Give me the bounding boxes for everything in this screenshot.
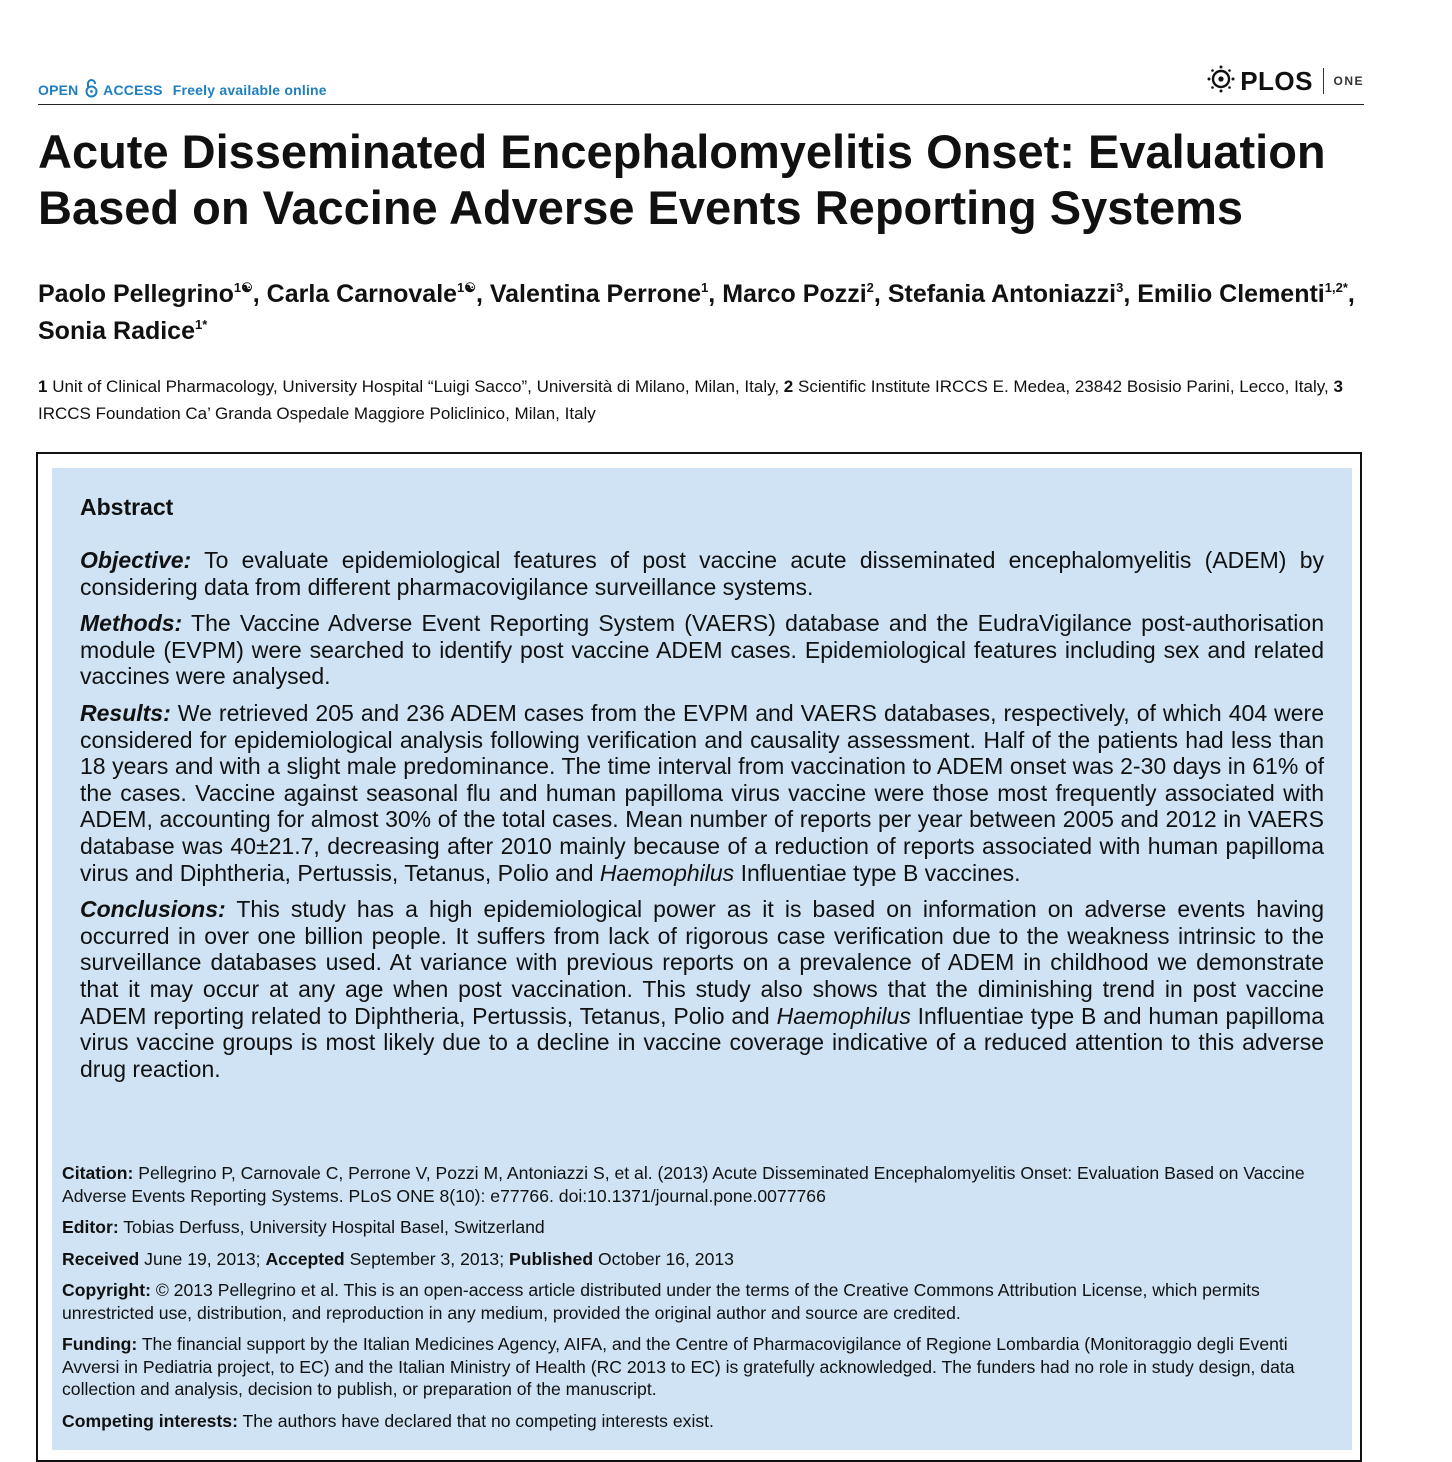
citation bbox=[62, 1162, 1338, 1207]
affiliation-text: Unit of Clinical Pharmacology, University Hospital “Luigi Sacco”, Università di Milano, Milan, Italy, bbox=[52, 377, 780, 396]
open-access-banner bbox=[38, 78, 327, 101]
conclusions-text: This study has a high epidemiological power as it is based on information on adverse events having occurred in over one billion people. It suffers from lack of rigorous case verification due to the weakness intrinsic to the surveillance databases used. At variance with previous reports on a prevalence of ADEM in childhood we demonstrate that it may occur at any age when post vaccination. This study also shows that the diminishing trend in post vaccine ADEM reporting related to Diphtheria, Pertussis, Tetanus, Polio and bbox=[80, 896, 1324, 1029]
abstract-frame bbox=[36, 452, 1362, 1462]
author-list: Paolo Pellegrino$^{1☯}$, Carla Carnovale$^{1☯}$, Valentina Perrone$^1$, Marco Pozzi$^2$, Stefania Antoniazzi$^3$, Emilio Clementi$^{1,2*}$, Sonia Radice$^{1*}$ bbox=[38, 280, 1355, 345]
funding-label: Funding: bbox=[62, 1334, 138, 1354]
author-affiliation-sup: 1☯ bbox=[457, 280, 476, 295]
accepted-label: Accepted bbox=[265, 1248, 345, 1269]
competing-text: The authors have declared that no competing interests exist. bbox=[242, 1410, 714, 1431]
author-name: Stefania Antoniazzi bbox=[887, 280, 1117, 308]
article-title: Acute Disseminated Encephalomyelitis Onset: Evaluation Based on Vaccine Adverse Events Reporting Systems bbox=[38, 125, 1326, 234]
abstract-heading: Abstract bbox=[80, 494, 174, 520]
editor-text: Tobias Derfuss, University Hospital Basel, Switzerland bbox=[123, 1217, 545, 1237]
author-affiliation-sup: 1 bbox=[701, 280, 709, 295]
affiliation-number: 1 bbox=[38, 377, 48, 396]
author-name: Marco Pozzi bbox=[722, 280, 867, 308]
methods-label: Methods: bbox=[80, 610, 183, 637]
plos-one-logo bbox=[1206, 66, 1364, 96]
abstract-objective bbox=[80, 547, 1324, 600]
funding bbox=[62, 1333, 1338, 1401]
author-affiliation-sup: 3 bbox=[1116, 280, 1124, 295]
competing-label: Competing interests: bbox=[62, 1410, 238, 1431]
author-name: Sonia Radice bbox=[38, 317, 195, 345]
results-text: We retrieved 205 and 236 ADEM cases from the EVPM and VAERS databases, respectively, of which 404 were considered for epidemiological analysis following verification and causality assessment. Half of the patients had less than 18 years and with a slight male predominance. The time interval from vaccination to ADEM onset was 2-30 days in 61% of the cases. Vaccine against seasonal flu and human papilloma virus vaccine were those most frequently associated with ADEM, accounting for almost 30% of the total cases. Mean number of reports per year between 2005 and 2012 in VAERS database was 40±21.7, decreasing after 2010 mainly because of a reduction of reports associated with human papilloma virus and Diphtheria, Pertussis, Tetanus, Polio and bbox=[80, 699, 1325, 886]
citation-text: Pellegrino P, Carnovale C, Perrone V, Pozzi M, Antoniazzi S, et al. (2013) Acute Disseminated Encephalomyelitis Onset: Evaluation Based on Vaccine Adverse Events Reporting Systems. PLoS ONE 8(10): e77766. doi:10.1371/journal.pone.0077766 bbox=[62, 1163, 1305, 1206]
author-affiliation-sup: 2 bbox=[866, 280, 874, 295]
objective-label: Objective: bbox=[80, 547, 192, 573]
objective-text: To evaluate epidemiological features of post vaccine acute disseminated encephalomyelitis (ADEM) by considering data from different pharmacovigilance surveillance systems. bbox=[80, 547, 1324, 600]
author-name: Valentina Perrone bbox=[489, 280, 702, 308]
conclusions-italic-term: Haemophilus bbox=[776, 1002, 911, 1029]
received-label: Received bbox=[62, 1248, 140, 1269]
conclusions-text-end: Influentiae type B and human papilloma virus vaccine groups is most likely due to a decline in vaccine coverage indicative of a reduced attention to this adverse drug reaction. bbox=[80, 1002, 1324, 1082]
freely-available-label: Freely available online bbox=[172, 82, 327, 98]
abstract-conclusions bbox=[80, 896, 1324, 1082]
author-name: Paolo Pellegrino bbox=[38, 280, 234, 308]
citation-label: Citation: bbox=[62, 1163, 134, 1183]
affiliation-number: 2 bbox=[783, 377, 794, 396]
plos-logo-icon bbox=[1206, 64, 1240, 99]
accepted-date: September 3, 2013; bbox=[349, 1248, 505, 1269]
abstract-results bbox=[80, 700, 1324, 886]
results-label: Results: bbox=[80, 699, 171, 726]
author-name: Carla Carnovale bbox=[266, 280, 458, 308]
received-date: June 19, 2013; bbox=[144, 1248, 261, 1269]
journal-header bbox=[38, 66, 1364, 105]
logo-divider bbox=[1323, 68, 1325, 94]
affiliation-number: 3 bbox=[1333, 377, 1343, 396]
article-metadata bbox=[62, 1162, 1338, 1441]
affiliations bbox=[38, 373, 1366, 427]
copyright-text: © 2013 Pellegrino et al. This is an open-access article distributed under the terms of the Creative Commons Attribution License, which permits unrestricted use, distribution, and reproduction in any medium, provided the original author and source are credited. bbox=[62, 1280, 1260, 1323]
results-text-end: Influentiae type B vaccines. bbox=[740, 859, 1021, 886]
author-name: Emilio Clementi bbox=[1137, 280, 1325, 308]
copyright-label: Copyright: bbox=[62, 1280, 151, 1300]
editor-label: Editor: bbox=[62, 1217, 119, 1237]
published-date: October 16, 2013 bbox=[597, 1248, 734, 1269]
affiliation-text: Scientific Institute IRCCS E. Medea, 23842 Bosisio Parini, Lecco, Italy, bbox=[798, 377, 1329, 396]
publication-dates bbox=[62, 1248, 1338, 1271]
author-affiliation-sup: 1* bbox=[195, 317, 208, 332]
published-label: Published bbox=[509, 1248, 594, 1269]
abstract-methods bbox=[80, 610, 1324, 690]
author-affiliation-sup: 1☯ bbox=[233, 280, 253, 295]
results-italic-term: Haemophilus bbox=[599, 859, 735, 886]
funding-text: The financial support by the Italian Medicines Agency, AIFA, and the Centre of Pharmacovigilance of Regione Lombardia (Monitoraggio degli Eventi Avversi in Pediatria project, to EC) and the Italian Ministry of Health (RC 2013 to EC) is gratefully acknowledged. The funders had no role in study design, data collection and analysis, decision to publish, or preparation of the manuscript. bbox=[62, 1334, 1295, 1399]
methods-text: The Vaccine Adverse Event Reporting System (VAERS) database and the EudraVigilance post-authorisation module (EVPM) were searched to identify post vaccine ADEM cases. Epidemiological features including sex and related vaccines were analysed. bbox=[80, 610, 1324, 690]
author-affiliation-sup: 1,2* bbox=[1324, 280, 1348, 295]
affiliation-text: IRCCS Foundation Ca’ Granda Ospedale Maggiore Policlinico, Milan, Italy bbox=[38, 404, 596, 423]
access-label: ACCESS bbox=[103, 82, 163, 98]
journal-name: ONE bbox=[1333, 74, 1364, 88]
open-label: OPEN bbox=[38, 82, 79, 98]
competing-interests bbox=[62, 1410, 1338, 1433]
open-lock-icon bbox=[85, 78, 98, 101]
plos-brand: PLOS bbox=[1240, 65, 1313, 96]
copyright bbox=[62, 1279, 1338, 1324]
conclusions-label: Conclusions: bbox=[80, 896, 226, 923]
abstract-content bbox=[80, 494, 1324, 1092]
editor bbox=[62, 1216, 1338, 1239]
